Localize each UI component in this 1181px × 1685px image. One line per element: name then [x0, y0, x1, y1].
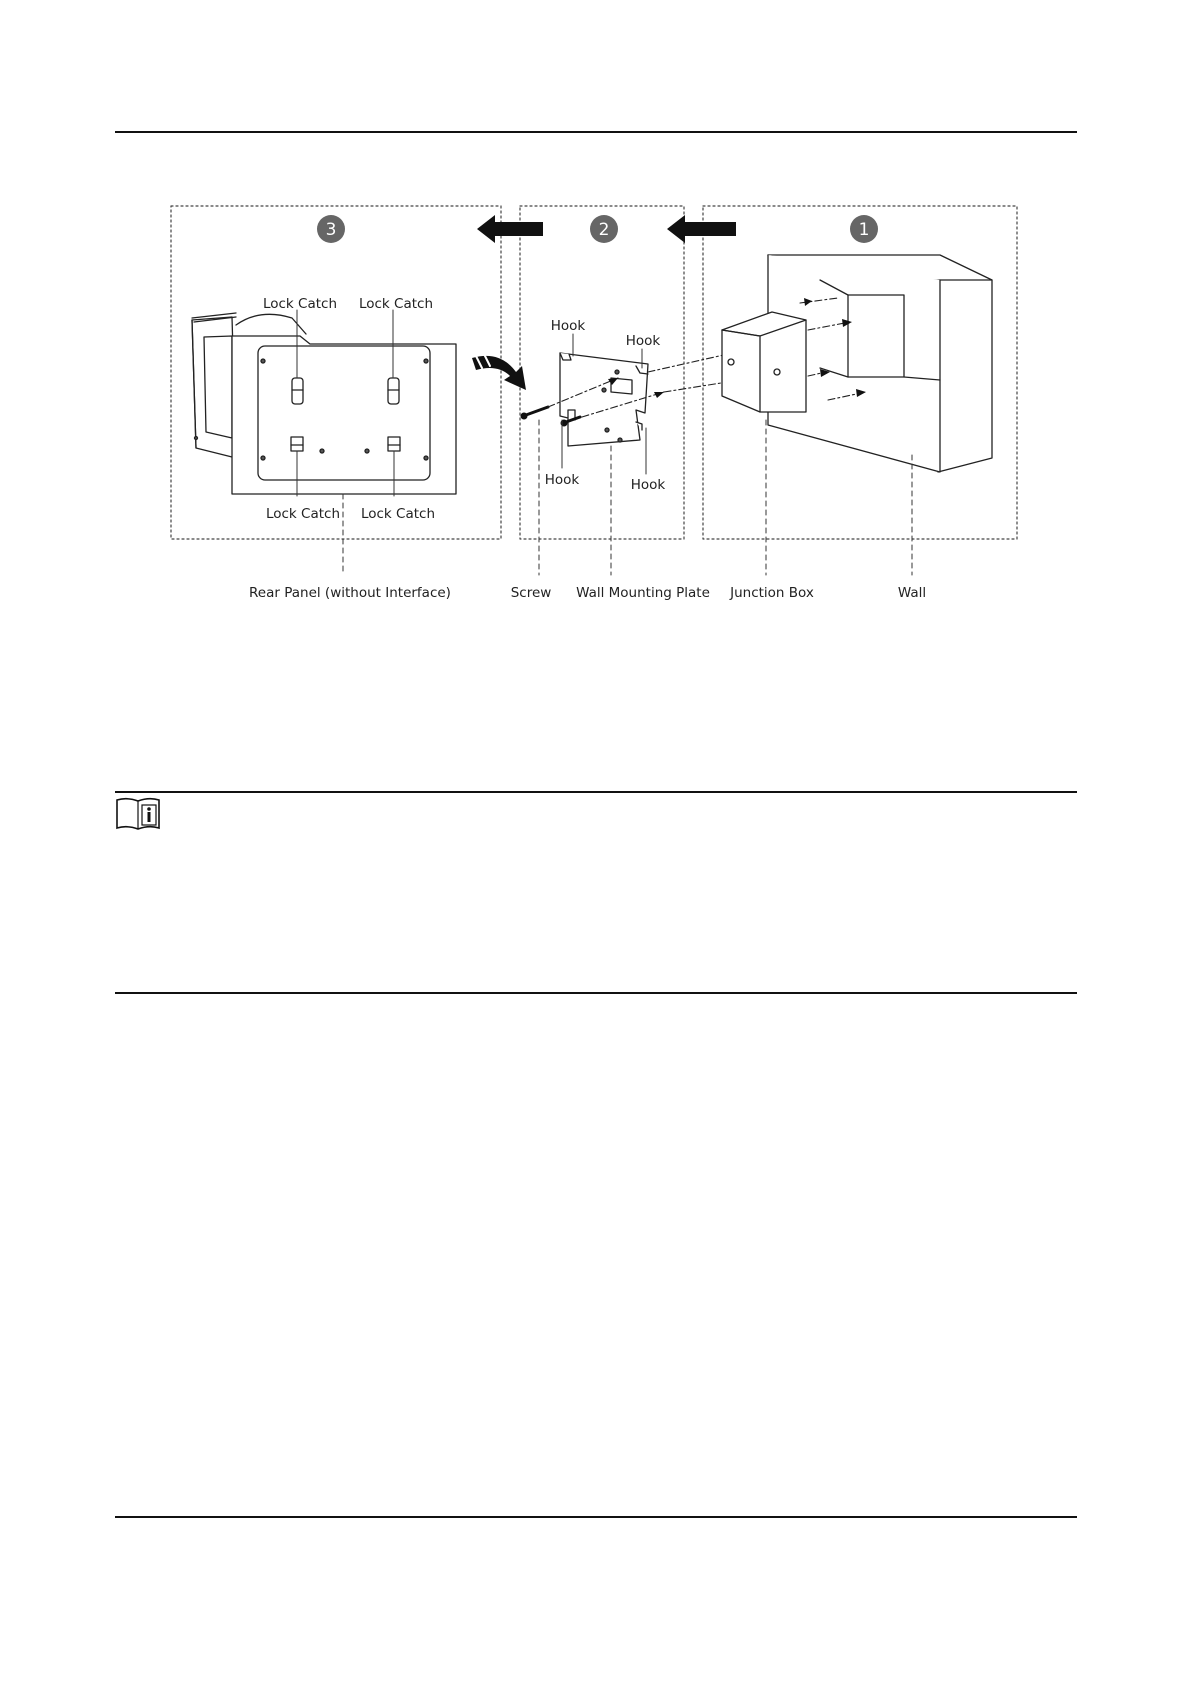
wall-mounting-plate	[560, 353, 648, 446]
label-lock-catch: Lock Catch	[360, 506, 436, 522]
label-hook: Hook	[544, 472, 580, 488]
note-info-icon	[115, 797, 161, 831]
label-hook: Hook	[630, 477, 666, 493]
step-number: 3	[325, 220, 337, 240]
label-rear-panel: Rear Panel (without Interface)	[249, 585, 451, 601]
label-wall-mounting-plate: Wall Mounting Plate	[576, 585, 710, 601]
footer-rule	[115, 1516, 1077, 1518]
label-lock-catch: Lock Catch	[265, 506, 341, 522]
step-badge-3	[317, 215, 345, 243]
arrow-left-icon	[477, 215, 543, 243]
step-number: 1	[858, 220, 870, 240]
step-badge-2	[590, 215, 618, 243]
device-rear-panel	[192, 313, 456, 494]
label-screw: Screw	[510, 585, 552, 601]
hook-on-arrow-icon	[468, 354, 526, 390]
label-hook: Hook	[625, 333, 661, 349]
installation-diagram	[0, 0, 1181, 640]
step-number: 2	[598, 220, 610, 240]
label-wall: Wall	[897, 585, 927, 601]
note-top-rule	[115, 791, 1077, 793]
arrow-left-icon	[667, 215, 736, 243]
label-junction-box: Junction Box	[730, 585, 814, 601]
junction-box	[722, 312, 806, 412]
step-badge-1	[850, 215, 878, 243]
label-lock-catch: Lock Catch	[358, 296, 434, 312]
note-bottom-rule	[115, 992, 1077, 994]
label-hook: Hook	[550, 318, 586, 334]
label-lock-catch: Lock Catch	[262, 296, 338, 312]
